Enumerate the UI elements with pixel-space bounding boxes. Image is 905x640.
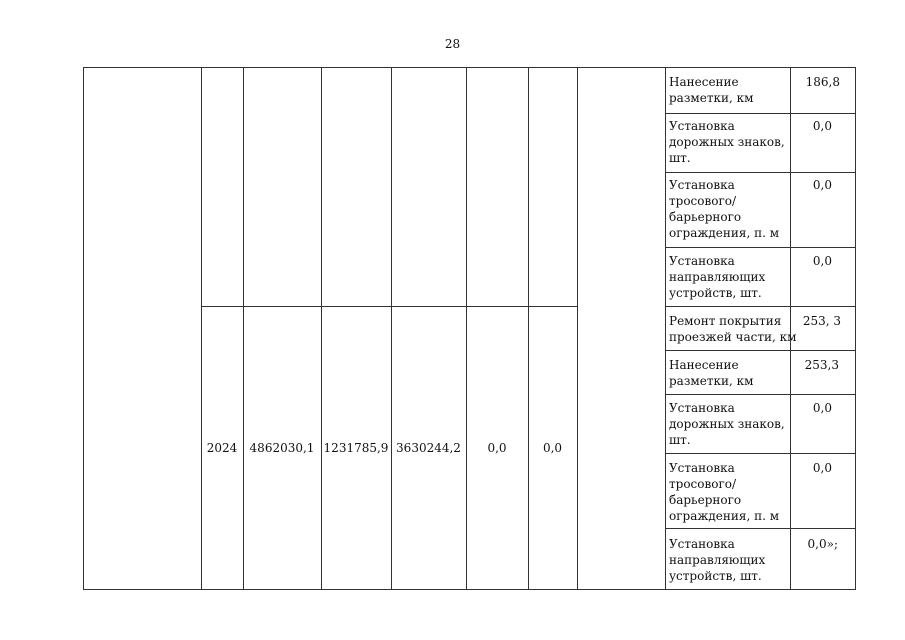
- column-divider: [243, 67, 244, 590]
- funding-cell: 3630244,2: [396, 441, 461, 455]
- indicator-value: 186,8: [805, 75, 840, 89]
- indicator-label: Установка тросового/ барьерного ограждения, п. м: [669, 461, 780, 523]
- row-divider: [665, 528, 856, 529]
- indicator-label: Установка направляющих устройств, шт.: [669, 254, 766, 300]
- column-divider: [391, 67, 392, 590]
- table-left-border: [83, 67, 84, 590]
- table-top-border: [83, 67, 856, 68]
- column-divider: [321, 67, 322, 590]
- indicator-label: Установка направляющих устройств, шт.: [669, 537, 766, 583]
- indicator-value: 0,0»;: [807, 537, 838, 551]
- row-divider: [665, 350, 856, 351]
- funding-cell: 0,0: [487, 441, 507, 455]
- indicator-value: 0,0: [812, 254, 832, 268]
- funding-cell: 0,0: [542, 441, 563, 455]
- indicator-value: 253, 3: [802, 314, 841, 328]
- column-divider: [466, 67, 467, 590]
- column-divider: [665, 67, 666, 590]
- indicator-value: 0,0: [812, 461, 832, 475]
- row-divider: [665, 172, 856, 173]
- indicator-label: Ремонт покрытия проезжей части, км: [669, 314, 797, 344]
- table-right-border: [855, 67, 856, 590]
- indicator-value: 253,3: [804, 358, 839, 372]
- indicator-value: 0,0: [812, 119, 832, 133]
- indicator-value: 0,0: [812, 178, 832, 192]
- page-number: 28: [444, 37, 461, 51]
- column-divider: [201, 67, 202, 590]
- year-cell: 2024: [206, 441, 238, 455]
- indicator-label: Нанесение разметки, км: [669, 75, 754, 105]
- indicator-label: Установка дорожных знаков, шт.: [669, 401, 785, 447]
- funding-cell: 1231785,9: [323, 441, 389, 455]
- row-divider: [665, 306, 856, 307]
- row-divider: [665, 453, 856, 454]
- indicator-label: Нанесение разметки, км: [669, 358, 754, 388]
- table-bottom-border: [83, 589, 856, 590]
- column-divider: [577, 67, 578, 590]
- row-divider: [665, 247, 856, 248]
- row-divider: [665, 394, 856, 395]
- indicator-label: Установка тросового/ барьерного ограждения, п. м: [669, 178, 780, 240]
- indicator-value: 0,0: [812, 401, 832, 415]
- indicator-label: Установка дорожных знаков, шт.: [669, 119, 785, 165]
- column-divider: [528, 67, 529, 590]
- row-divider: [665, 113, 856, 114]
- total-cell: 4862030,1: [249, 441, 315, 455]
- year-row-divider: [201, 306, 578, 307]
